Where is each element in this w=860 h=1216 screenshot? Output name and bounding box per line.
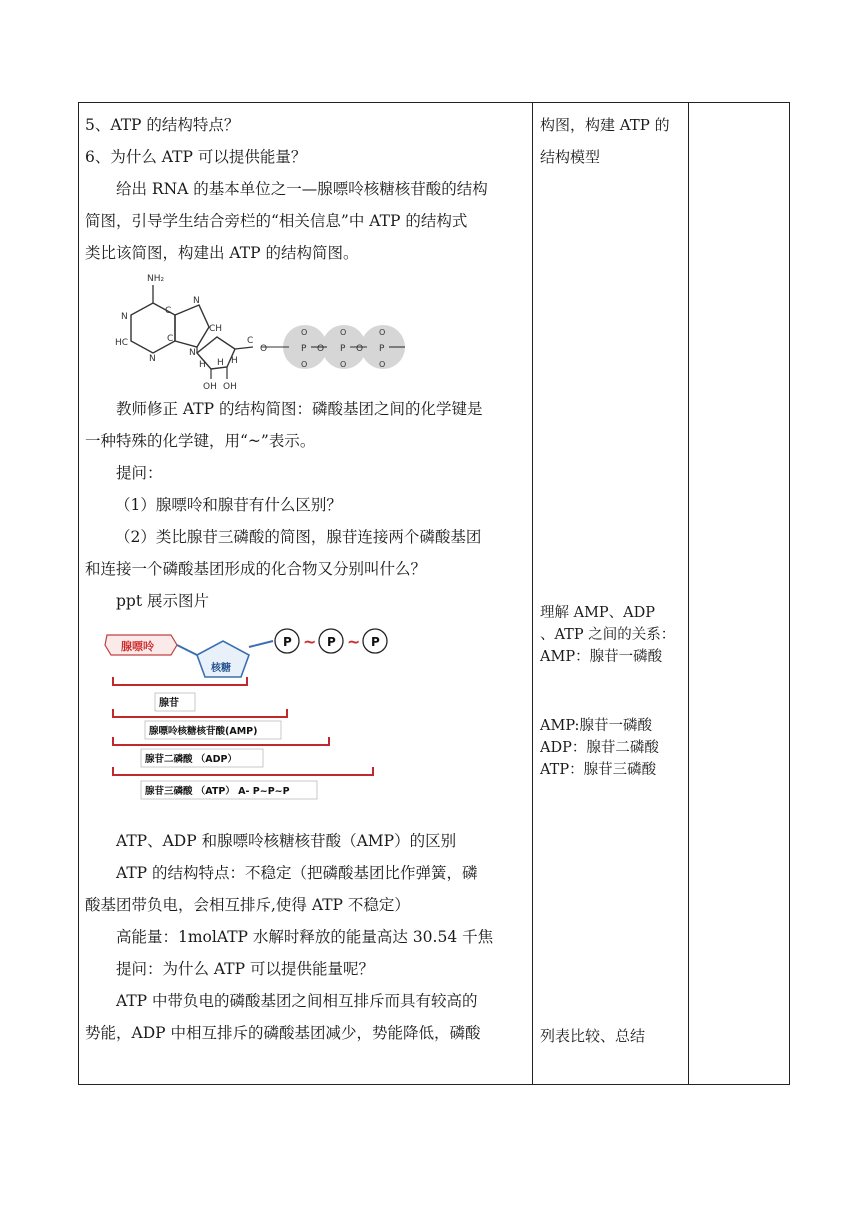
energy-line: 高能量：1molATP 水解时释放的能量高达 30.54 千焦: [116, 928, 494, 946]
column-divider-2: [688, 103, 689, 1084]
intent-list-item: ATP：腺苷三磷酸: [540, 762, 657, 778]
ask-question-2-cont: 和连接一个磷酸基团形成的化合物又分别叫什么？: [85, 560, 427, 578]
difference-heading: ATP、ADP 和腺嘌呤核糖核苷酸（AMP）的区别: [116, 832, 457, 850]
bracket-amp: [113, 709, 287, 717]
ribose-label: 核糖: [211, 663, 231, 674]
svg-text:P: P: [379, 344, 385, 354]
ask-question-1: （1）腺嘌呤和腺苷有什么区别？: [115, 496, 342, 514]
svg-text:O: O: [379, 360, 386, 369]
svg-text:H: H: [199, 360, 206, 370]
svg-text:N: N: [149, 354, 156, 364]
high-energy-bond: ~: [303, 632, 317, 651]
high-energy-bond: ~: [347, 632, 361, 651]
bracket-adenosine: [113, 677, 247, 685]
svg-text:HC: HC: [115, 338, 129, 348]
paragraph-line: 给出 RNA 的基本单位之一—腺嘌呤核糖核苷酸的结构: [116, 180, 488, 198]
svg-text:P: P: [340, 344, 346, 354]
svg-text:O: O: [317, 344, 325, 354]
question-6: 6、为什么 ATP 可以提供能量？: [85, 148, 307, 166]
intent-column: [537, 103, 687, 1084]
ask-question-2: （2）类比腺苷三磷酸的简图，腺苷连接两个磷酸基团: [115, 528, 482, 546]
intent-relation-line: 理解 AMP、ADP: [540, 605, 656, 621]
svg-text:O: O: [301, 328, 308, 337]
svg-text:N: N: [121, 312, 128, 322]
bracket-atp: [113, 767, 373, 775]
adenine-label: 腺嘌呤: [121, 640, 154, 653]
explain-line-cont: 势能，ADP 中相互排斥的磷酸基团减少，势能降低，磷酸: [85, 1024, 481, 1042]
lesson-table: [78, 102, 790, 1085]
svg-text:C: C: [165, 306, 172, 316]
svg-text:P: P: [327, 635, 336, 649]
ppt-caption: ppt 展示图片: [116, 592, 210, 610]
adp-label: 腺苷二磷酸 （ADP）: [145, 754, 238, 765]
column-divider-1: [532, 103, 533, 1084]
svg-text:O: O: [340, 328, 347, 337]
paragraph-line: 一种特殊的化学键，用“~”表示。: [85, 432, 316, 450]
svg-text:O: O: [356, 344, 364, 354]
svg-text:O: O: [340, 360, 347, 369]
svg-text:OH: OH: [203, 382, 217, 391]
paragraph-line: 教师修正 ATP 的结构简图：磷酸基团之间的化学键是: [116, 400, 483, 418]
teaching-content-column: [85, 109, 531, 1049]
svg-text:C: C: [167, 334, 174, 344]
feature-line: ATP 的结构特点：不稳定（把磷酸基团比作弹簧，磷: [116, 864, 478, 882]
atp-label: 腺苷三磷酸 （ATP） A- P~P~P: [145, 786, 290, 797]
amp-label: 腺嘌呤核糖核苷酸(AMP): [149, 726, 258, 737]
intent-list-item: ADP：腺苷二磷酸: [540, 740, 659, 756]
svg-text:P: P: [283, 635, 292, 649]
svg-text:O: O: [301, 360, 308, 369]
adenosine-phosphate-structure: [113, 269, 413, 391]
svg-text:P: P: [301, 344, 307, 354]
question-5: 5、ATP 的结构特点？: [85, 116, 240, 134]
ask-label: 提问：: [116, 464, 163, 482]
intent-list-item: AMP:腺苷一磷酸: [540, 718, 652, 734]
svg-text:N: N: [193, 296, 200, 306]
atp-composition-diagram: [85, 617, 531, 825]
paragraph-line: 简图，引导学生结合旁栏的“相关信息”中 ATP 的结构式: [85, 212, 468, 230]
atp-diagram-svg: [101, 617, 401, 823]
intent-bottom-line: 列表比较、总结: [540, 1027, 646, 1045]
svg-text:O: O: [260, 344, 268, 354]
svg-text:OH: OH: [223, 382, 237, 391]
label-nh2: NH₂: [147, 274, 165, 284]
feature-line-cont: 酸基团带负电，会相互排斥,使得 ATP 不稳定）: [85, 896, 410, 914]
svg-text:N: N: [189, 348, 196, 358]
svg-text:CH: CH: [209, 324, 223, 334]
adenosine-label: 腺苷: [159, 698, 179, 709]
paragraph-line: 类比该简图，构建出 ATP 的结构简图。: [85, 244, 359, 262]
svg-text:C: C: [247, 336, 254, 346]
svg-text:H: H: [231, 356, 238, 366]
svg-text:P: P: [371, 635, 380, 649]
svg-text:O: O: [379, 328, 386, 337]
structural-formula-figure: [85, 269, 531, 393]
intent-top-line: 结构模型: [540, 148, 601, 166]
intent-relation-line: 、ATP 之间的关系：: [540, 627, 676, 643]
intent-top-line: 构图，构建 ATP 的: [540, 116, 670, 134]
explain-line: ATP 中带负电的磷酸基团之间相互排斥而具有较高的: [116, 992, 478, 1010]
imidazole-ring: [175, 305, 209, 347]
ask-2: 提问：为什么 ATP 可以提供能量呢？: [116, 960, 374, 978]
svg-text:H: H: [217, 358, 224, 368]
intent-relation-line: AMP：腺苷一磷酸: [540, 649, 663, 665]
